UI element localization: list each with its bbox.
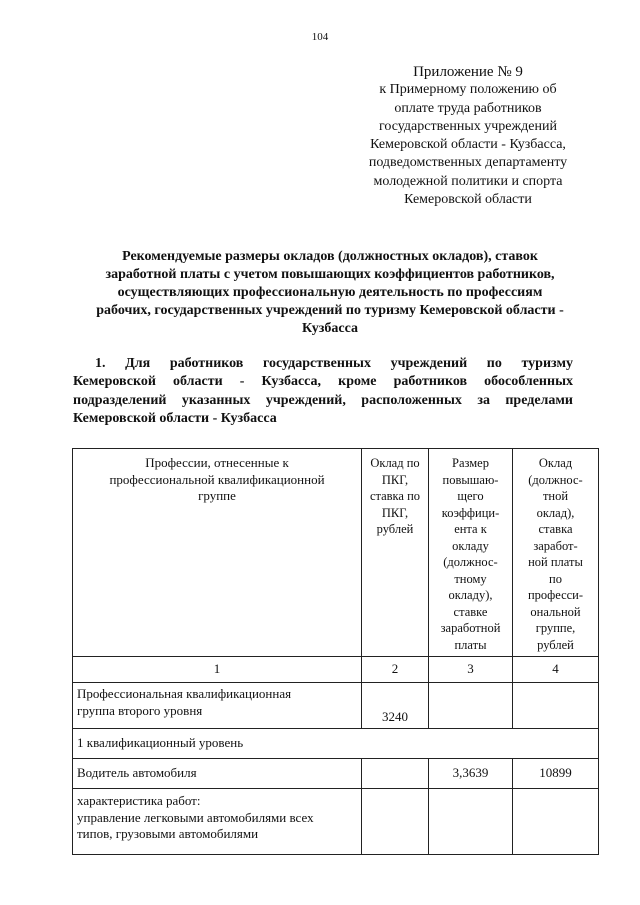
column-number: 3 bbox=[429, 657, 513, 683]
work-description-cell: характеристика работ: управление легковыми автомобилями всех типов, грузовыми автомобилями bbox=[73, 789, 362, 855]
table-header-row bbox=[73, 449, 599, 657]
section-line: 1. Для работников государственных учреждений по туризму bbox=[95, 356, 573, 371]
column-number-row bbox=[73, 657, 599, 683]
header-rate: Оклад (должнос- тной оклад), ставка заработ- ной платы по професси- ональной группе, рублей bbox=[513, 449, 599, 657]
page-number: 104 bbox=[311, 31, 329, 43]
title-line: осуществляющих профессиональную деятельность по профессиям bbox=[117, 285, 543, 300]
empty-cell bbox=[513, 683, 599, 729]
title-line: Кузбасса bbox=[301, 321, 359, 336]
column-number: 1 bbox=[73, 657, 362, 683]
appendix-reference bbox=[318, 63, 618, 209]
empty-cell bbox=[429, 789, 513, 855]
title-line: заработной платы с учетом повышающих коэффициентов работников, bbox=[105, 267, 555, 282]
appendix-line: молодежной политики и спорта bbox=[373, 173, 563, 189]
empty-cell bbox=[513, 789, 599, 855]
salary-table bbox=[72, 448, 599, 855]
appendix-line: Кемеровской области - Кузбасса, bbox=[370, 137, 566, 153]
appendix-line: подведомственных департаменту bbox=[368, 155, 568, 171]
table-row bbox=[73, 789, 599, 855]
empty-cell bbox=[362, 789, 429, 855]
column-number: 4 bbox=[513, 657, 599, 683]
qualification-level-cell: 1 квалификационный уровень bbox=[73, 729, 599, 759]
profession-cell: Водитель автомобиля bbox=[73, 759, 362, 789]
appendix-line: к Примерному положению об bbox=[379, 82, 557, 98]
group-name-cell: Профессиональная квалификационная группа второго уровня bbox=[73, 683, 362, 729]
appendix-line: государственных учреждений bbox=[379, 118, 557, 134]
empty-cell bbox=[429, 683, 513, 729]
coefficient-cell: 3,3639 bbox=[429, 759, 513, 789]
document-title bbox=[64, 248, 596, 338]
table-row bbox=[73, 683, 599, 729]
appendix-line: Кемеровской области bbox=[404, 192, 532, 208]
section-heading bbox=[73, 355, 573, 428]
section-line: Кемеровской области - Кузбасса bbox=[73, 410, 277, 426]
column-number: 2 bbox=[362, 657, 429, 683]
appendix-line: Приложение № 9 bbox=[413, 64, 523, 80]
appendix-line: оплате труда работников bbox=[394, 100, 542, 116]
section-line: Кемеровской области - Кузбасса, кроме работников обособленных bbox=[73, 374, 573, 390]
header-coefficient: Размер повышаю- щего коэффици- ента к окладу (должнос- тному окладу), ставке заработной платы bbox=[429, 449, 513, 657]
table-row bbox=[73, 729, 599, 759]
section-line: подразделений указанных учреждений, расположенных за пределами bbox=[73, 392, 573, 408]
salary-cell: 3240 bbox=[362, 683, 429, 729]
empty-cell bbox=[362, 759, 429, 789]
table-row bbox=[73, 759, 599, 789]
title-line: Рекомендуемые размеры окладов (должностных окладов), ставок bbox=[122, 249, 538, 264]
title-line: рабочих, государственных учреждений по туризму Кемеровской области - bbox=[96, 303, 564, 318]
header-profession: Профессии, отнесенные к профессиональной квалификационной группе bbox=[73, 449, 362, 657]
rate-cell: 10899 bbox=[513, 759, 599, 789]
header-salary: Оклад по ПКГ, ставка по ПКГ, рублей bbox=[362, 449, 429, 657]
